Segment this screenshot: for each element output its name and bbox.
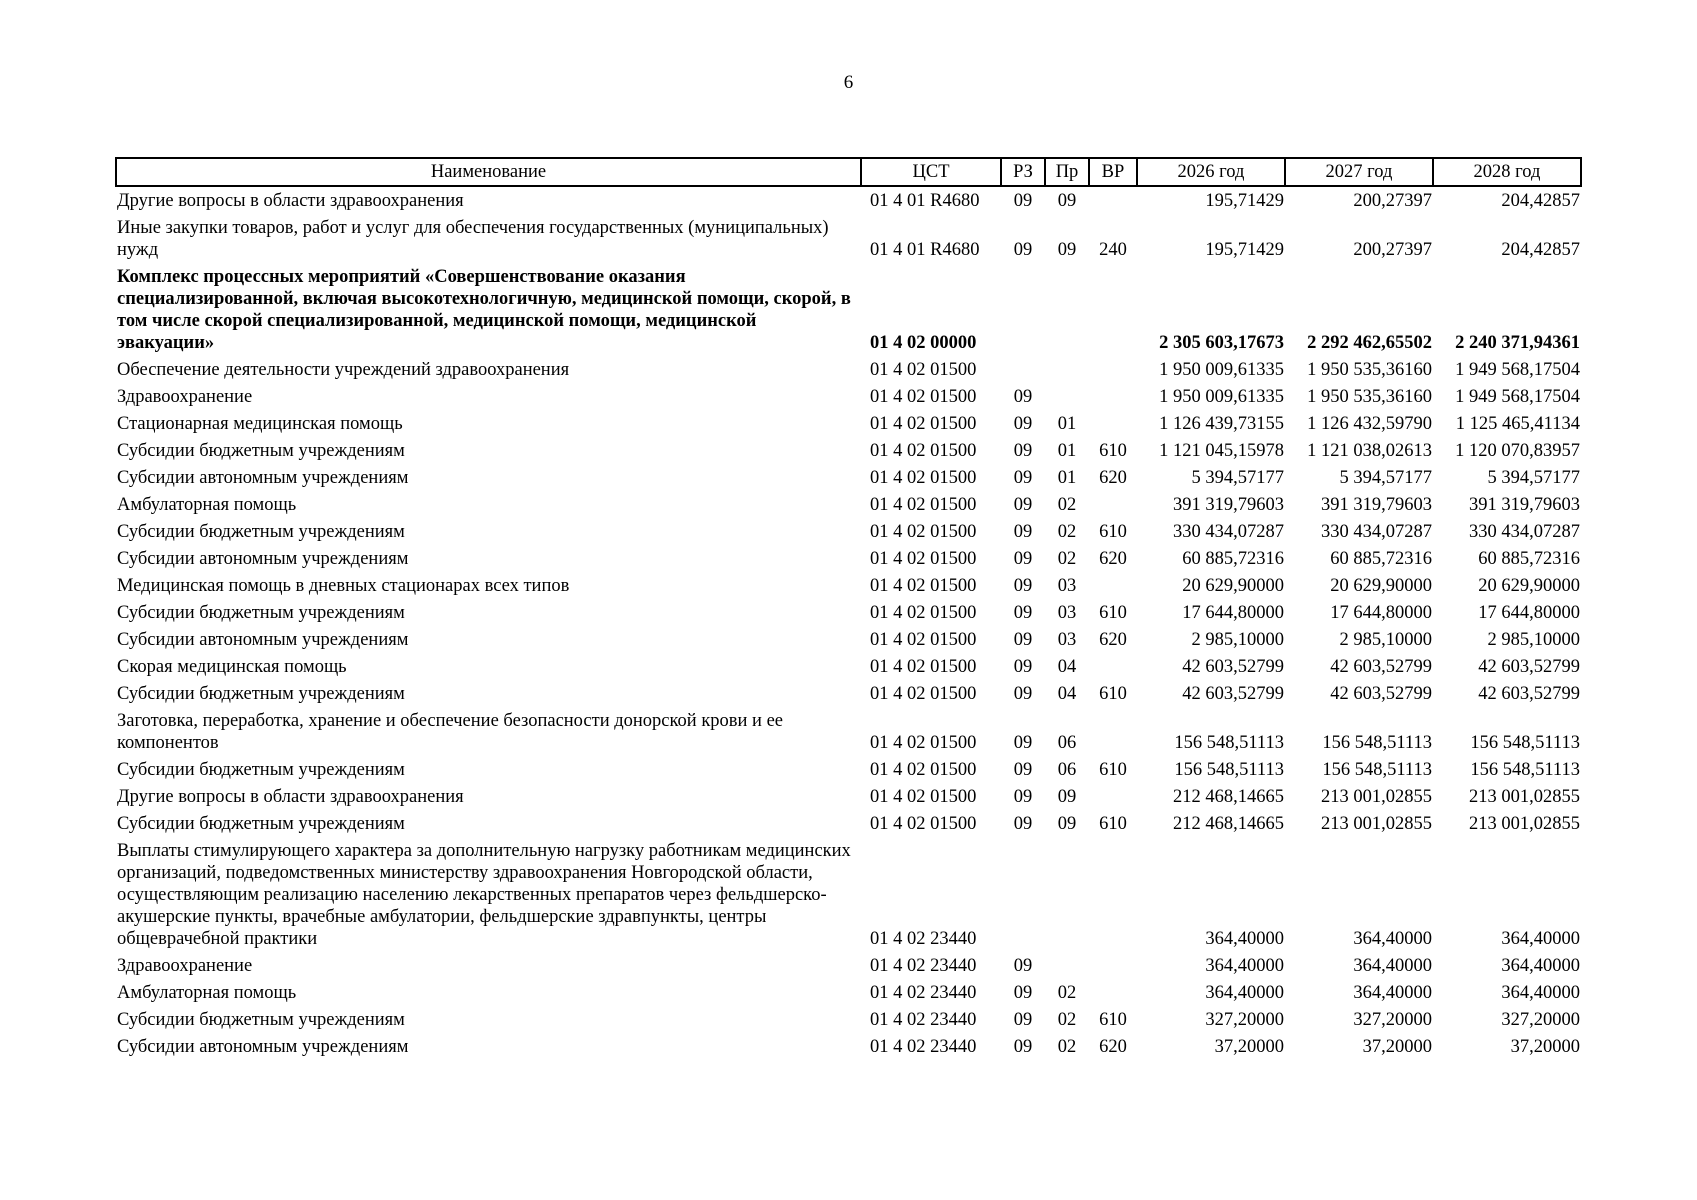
row-amount-2027: 364,40000 [1353,956,1432,976]
row-amount-2028: 1 949 568,17504 [1455,387,1580,407]
row-amount-2027: 200,27397 [1353,240,1432,260]
row-vr: 610 [1099,522,1127,542]
row-amount-2026: 156 548,51113 [1174,733,1284,753]
row-amount-2026: 2 985,10000 [1191,630,1284,650]
table-row [116,437,1581,464]
row-amount-2027: 1 126 432,59790 [1307,414,1432,434]
row-vr [1089,837,1137,952]
table-row [116,707,1581,756]
table-row [116,680,1581,707]
row-pr: 09 [1057,787,1077,807]
row-amount-2028: 156 548,51113 [1470,733,1580,753]
row-rz [1001,837,1045,952]
row-amount-2028: 213 001,02855 [1469,814,1580,834]
row-vr: 610 [1099,760,1127,780]
page-number: 6 [843,72,854,93]
row-rz [1001,263,1045,356]
row-pr [1045,356,1089,383]
table-row [116,952,1581,979]
table-row [116,356,1581,383]
row-amount-2028: 364,40000 [1501,956,1580,976]
row-vr [1089,952,1137,979]
row-pr: 02 [1057,1010,1077,1030]
row-name: Субсидии бюджетным учреждениям [117,441,405,461]
row-name: Субсидии бюджетным учреждениям [117,522,405,542]
table-row [116,979,1581,1006]
row-cst: 01 4 02 23440 [870,983,977,1003]
row-cst: 01 4 01 R4680 [870,240,980,260]
row-name: Обеспечение деятельности учреждений здравоохранения [117,360,570,380]
row-amount-2026: 212 468,14665 [1173,814,1284,834]
row-amount-2028: 204,42857 [1501,240,1580,260]
row-pr: 01 [1057,414,1077,434]
row-pr: 06 [1057,733,1077,753]
table-row [116,572,1581,599]
row-name: Заготовка, переработка, хранение и обеспечение безопасности донорской крови и ее компонентов [117,711,784,753]
row-amount-2028: 156 548,51113 [1470,760,1580,780]
row-amount-2026: 1 950 009,61335 [1159,360,1284,380]
row-rz: 09 [1013,684,1033,704]
row-rz: 09 [1013,733,1033,753]
row-cst: 01 4 02 01500 [870,441,977,461]
row-vr: 610 [1099,603,1127,623]
table-row [116,1006,1581,1033]
row-amount-2027: 20 629,90000 [1330,576,1432,596]
row-amount-2028: 2 240 371,94361 [1455,333,1580,353]
row-cst: 01 4 02 23440 [870,1037,977,1057]
row-amount-2027: 391 319,79603 [1321,495,1432,515]
row-pr: 02 [1057,522,1077,542]
row-name: Субсидии бюджетным учреждениям [117,760,405,780]
header-vr: ВР [1089,158,1137,186]
row-amount-2027: 42 603,52799 [1330,684,1432,704]
row-rz: 09 [1013,630,1033,650]
row-amount-2028: 1 125 465,41134 [1455,414,1580,434]
table-row [116,599,1581,626]
row-amount-2026: 5 394,57177 [1191,468,1284,488]
row-name: Субсидии автономным учреждениям [117,630,409,650]
row-name: Субсидии автономным учреждениям [117,1037,409,1057]
row-pr: 01 [1057,441,1077,461]
row-pr [1045,383,1089,410]
row-name: Выплаты стимулирующего характера за дополнительную нагрузку работникам медицинских организаций, подведомственных министерству здравоохранения Новгородской области, осуществляющим реализацию населению лекарственных препаратов через фельдшерско-акушерские пункты, врачебные амбулатории, фельдшерские здравпункты, центры общеврачебной практики [117,841,851,949]
row-amount-2026: 330 434,07287 [1173,522,1284,542]
row-amount-2026: 364,40000 [1205,929,1284,949]
row-pr: 04 [1057,684,1077,704]
table-row [116,545,1581,572]
row-amount-2028: 17 644,80000 [1478,603,1580,623]
row-cst: 01 4 02 01500 [870,522,977,542]
table-row [116,653,1581,680]
row-name: Здравоохранение [117,956,253,976]
row-rz: 09 [1013,387,1033,407]
row-amount-2028: 213 001,02855 [1469,787,1580,807]
row-vr: 610 [1099,814,1127,834]
row-amount-2026: 2 305 603,17673 [1159,333,1284,353]
row-cst: 01 4 02 01500 [870,733,977,753]
table-row [116,837,1581,952]
row-amount-2026: 42 603,52799 [1182,684,1284,704]
row-vr: 620 [1099,549,1127,569]
row-amount-2028: 42 603,52799 [1478,657,1580,677]
budget-table [115,157,1582,1060]
row-rz: 09 [1013,495,1033,515]
table-row [116,810,1581,837]
header-cst: ЦСТ [861,158,1001,186]
row-name: Субсидии бюджетным учреждениям [117,603,405,623]
row-pr [1045,952,1089,979]
row-amount-2027: 200,27397 [1353,191,1432,211]
row-rz: 09 [1013,760,1033,780]
table-row [116,756,1581,783]
header-rz: РЗ [1001,158,1045,186]
row-cst: 01 4 02 01500 [870,495,977,515]
row-amount-2028: 364,40000 [1501,929,1580,949]
row-amount-2028: 20 629,90000 [1478,576,1580,596]
row-vr: 620 [1099,468,1127,488]
row-cst: 01 4 02 23440 [870,929,977,949]
row-cst: 01 4 02 01500 [870,414,977,434]
row-amount-2027: 213 001,02855 [1321,787,1432,807]
row-amount-2028: 37,20000 [1510,1037,1580,1057]
row-vr [1089,491,1137,518]
row-rz: 09 [1013,576,1033,596]
row-amount-2028: 391 319,79603 [1469,495,1580,515]
row-name: Амбулаторная помощь [117,983,297,1003]
row-amount-2027: 2 292 462,65502 [1307,333,1432,353]
table-row [116,1033,1581,1060]
row-amount-2027: 60 885,72316 [1330,549,1432,569]
row-amount-2026: 60 885,72316 [1182,549,1284,569]
row-pr [1045,263,1089,356]
row-pr: 03 [1057,630,1077,650]
row-amount-2028: 5 394,57177 [1487,468,1580,488]
header-pr: Пр [1045,158,1089,186]
row-amount-2027: 327,20000 [1353,1010,1432,1030]
row-amount-2027: 156 548,51113 [1322,760,1432,780]
table-row [116,263,1581,356]
row-cst: 01 4 02 01500 [870,360,977,380]
row-rz: 09 [1013,983,1033,1003]
row-name: Комплекс процессных мероприятий «Совершенствование оказания специализированной, включая высокотехнологичную, медицинской помощи, скорой, в том числе скорой специализированной, медицинской помощи, медицинской эвакуации» [117,267,851,353]
row-rz: 09 [1013,549,1033,569]
header-name: Наименование [116,158,861,186]
row-name: Субсидии автономным учреждениям [117,468,409,488]
row-name: Другие вопросы в области здравоохранения [117,787,464,807]
row-rz: 09 [1013,956,1033,976]
row-cst: 01 4 02 01500 [870,657,977,677]
row-vr [1089,186,1137,214]
row-cst: 01 4 02 01500 [870,814,977,834]
row-amount-2026: 364,40000 [1205,983,1284,1003]
row-amount-2028: 1 949 568,17504 [1455,360,1580,380]
row-vr [1089,383,1137,410]
table-row [116,383,1581,410]
row-amount-2026: 195,71429 [1205,191,1284,211]
row-cst: 01 4 01 R4680 [870,191,980,211]
row-amount-2026: 37,20000 [1214,1037,1284,1057]
table-body [116,186,1581,1060]
row-cst: 01 4 02 01500 [870,576,977,596]
table-row [116,186,1581,214]
row-rz: 09 [1013,657,1033,677]
row-cst: 01 4 02 00000 [870,333,977,353]
table-row [116,626,1581,653]
row-vr [1089,653,1137,680]
table-row [116,410,1581,437]
row-amount-2026: 20 629,90000 [1182,576,1284,596]
row-vr [1089,572,1137,599]
row-amount-2026: 1 950 009,61335 [1159,387,1284,407]
row-amount-2027: 364,40000 [1353,983,1432,1003]
row-cst: 01 4 02 01500 [870,630,977,650]
row-pr: 09 [1057,814,1077,834]
row-vr: 610 [1099,1010,1127,1030]
row-amount-2027: 1 950 535,36160 [1307,360,1432,380]
row-cst: 01 4 02 01500 [870,549,977,569]
row-amount-2027: 364,40000 [1353,929,1432,949]
row-amount-2028: 2 985,10000 [1487,630,1580,650]
row-name: Субсидии автономным учреждениям [117,549,409,569]
row-vr: 610 [1099,441,1127,461]
row-amount-2028: 204,42857 [1501,191,1580,211]
row-amount-2026: 364,40000 [1205,956,1284,976]
row-pr: 06 [1057,760,1077,780]
row-pr: 09 [1057,191,1077,211]
header-2028: 2028 год [1433,158,1581,186]
row-name: Здравоохранение [117,387,253,407]
row-amount-2028: 60 885,72316 [1478,549,1580,569]
row-rz: 09 [1013,1010,1033,1030]
row-name: Другие вопросы в области здравоохранения [117,191,464,211]
row-pr: 04 [1057,657,1077,677]
row-rz: 09 [1013,191,1033,211]
row-rz: 09 [1013,522,1033,542]
row-cst: 01 4 02 01500 [870,468,977,488]
row-name: Субсидии бюджетным учреждениям [117,684,405,704]
row-vr [1089,783,1137,810]
row-rz: 09 [1013,1037,1033,1057]
row-cst: 01 4 02 01500 [870,684,977,704]
row-amount-2026: 391 319,79603 [1173,495,1284,515]
row-vr: 620 [1099,630,1127,650]
row-cst: 01 4 02 01500 [870,760,977,780]
row-amount-2026: 1 121 045,15978 [1159,441,1284,461]
table-header [116,158,1581,186]
row-name: Стационарная медицинская помощь [117,414,403,434]
row-vr [1089,263,1137,356]
row-amount-2027: 5 394,57177 [1339,468,1432,488]
row-amount-2026: 17 644,80000 [1182,603,1284,623]
row-amount-2027: 330 434,07287 [1321,522,1432,542]
row-amount-2026: 1 126 439,73155 [1159,414,1284,434]
row-amount-2027: 156 548,51113 [1322,733,1432,753]
row-cst: 01 4 02 01500 [870,603,977,623]
row-amount-2026: 42 603,52799 [1182,657,1284,677]
row-amount-2028: 42 603,52799 [1478,684,1580,704]
row-pr: 03 [1057,576,1077,596]
row-pr: 03 [1057,603,1077,623]
row-amount-2027: 17 644,80000 [1330,603,1432,623]
row-amount-2027: 1 950 535,36160 [1307,387,1432,407]
row-cst: 01 4 02 01500 [870,787,977,807]
row-rz: 09 [1013,787,1033,807]
row-amount-2027: 213 001,02855 [1321,814,1432,834]
row-amount-2026: 212 468,14665 [1173,787,1284,807]
row-pr: 02 [1057,549,1077,569]
row-name: Субсидии бюджетным учреждениям [117,1010,405,1030]
table-row [116,464,1581,491]
row-amount-2027: 42 603,52799 [1330,657,1432,677]
row-amount-2026: 327,20000 [1205,1010,1284,1030]
row-amount-2028: 364,40000 [1501,983,1580,1003]
header-2026: 2026 год [1137,158,1285,186]
row-amount-2028: 330 434,07287 [1469,522,1580,542]
row-rz: 09 [1013,814,1033,834]
row-rz: 09 [1013,240,1033,260]
row-pr: 09 [1057,240,1077,260]
row-vr [1089,356,1137,383]
row-amount-2027: 37,20000 [1362,1037,1432,1057]
row-name: Субсидии бюджетным учреждениям [117,814,405,834]
row-pr: 02 [1057,983,1077,1003]
row-cst: 01 4 02 23440 [870,1010,977,1030]
row-name: Иные закупки товаров, работ и услуг для обеспечения государственных (муниципальных) нужд [117,218,829,260]
row-rz [1001,356,1045,383]
row-amount-2026: 156 548,51113 [1174,760,1284,780]
row-rz: 09 [1013,468,1033,488]
row-cst: 01 4 02 23440 [870,956,977,976]
row-vr [1089,979,1137,1006]
row-amount-2028: 327,20000 [1501,1010,1580,1030]
header-2027: 2027 год [1285,158,1433,186]
row-amount-2027: 2 985,10000 [1339,630,1432,650]
row-rz: 09 [1013,441,1033,461]
row-pr: 02 [1057,1037,1077,1057]
row-pr: 02 [1057,495,1077,515]
table-row [116,214,1581,263]
row-vr [1089,410,1137,437]
table-row [116,783,1581,810]
row-name: Амбулаторная помощь [117,495,297,515]
row-vr: 620 [1099,1037,1127,1057]
row-name: Медицинская помощь в дневных стационарах всех типов [117,576,570,596]
header-row [116,158,1581,186]
row-rz: 09 [1013,603,1033,623]
table-row [116,518,1581,545]
row-pr [1045,837,1089,952]
row-amount-2028: 1 120 070,83957 [1455,441,1580,461]
row-amount-2027: 1 121 038,02613 [1307,441,1432,461]
row-vr: 610 [1099,684,1127,704]
row-vr: 240 [1099,240,1127,260]
row-rz: 09 [1013,414,1033,434]
row-cst: 01 4 02 01500 [870,387,977,407]
row-pr: 01 [1057,468,1077,488]
row-amount-2026: 195,71429 [1205,240,1284,260]
row-vr [1089,707,1137,756]
row-name: Скорая медицинская помощь [117,657,347,677]
table-row [116,491,1581,518]
